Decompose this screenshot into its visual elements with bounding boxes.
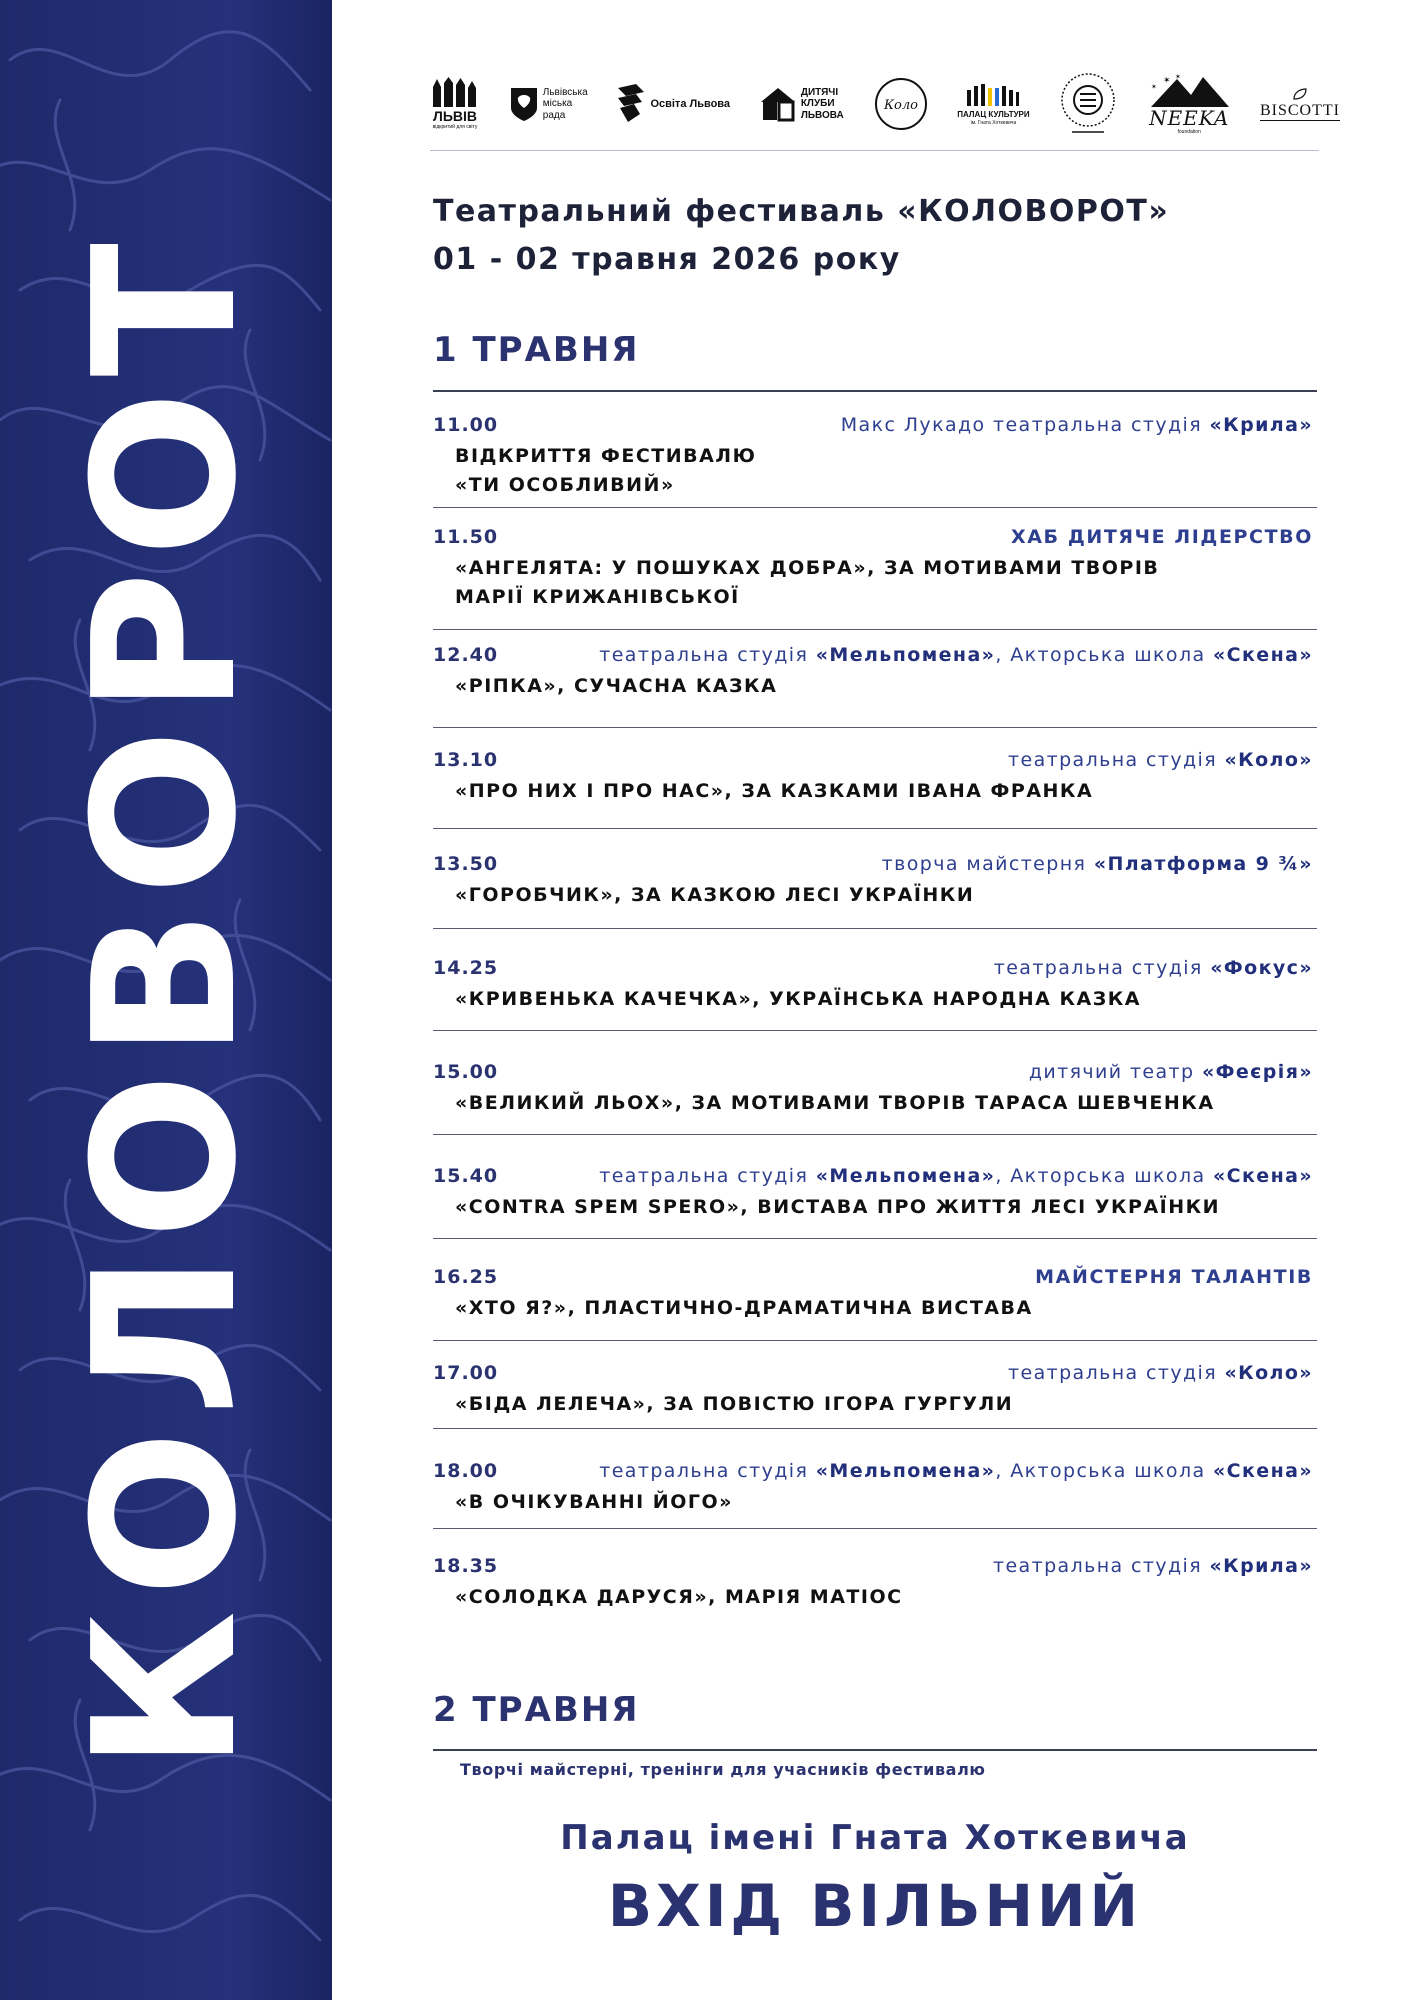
- schedule-item-header: [433, 414, 1313, 436]
- city-council-logo: [509, 86, 588, 122]
- logos-divider: [430, 150, 1319, 151]
- event-organizer: [599, 1460, 1313, 1482]
- event-title: [455, 881, 1313, 910]
- event-title-line: «РІПКА», СУЧАСНА КАЗКА: [455, 675, 778, 697]
- city-council-text: [543, 87, 588, 122]
- event-title: [455, 985, 1313, 1014]
- schedule-divider: [433, 828, 1317, 829]
- neeka-logo: [1147, 73, 1231, 136]
- schedule-item-header: [433, 1061, 1313, 1083]
- organizer-type: , Акторська школа: [995, 1460, 1213, 1482]
- organizer-name: «Феєрія»: [1201, 1061, 1313, 1083]
- svg-text:✶: ✶: [1163, 75, 1171, 86]
- ornament-logo: [1058, 70, 1118, 138]
- lion-shield-icon: [509, 86, 539, 122]
- organizer-type: театральна студія: [599, 644, 816, 666]
- palace-building-icon: [965, 82, 1021, 108]
- festival-title: Театральний фестиваль «КОЛОВОРОТ»: [433, 194, 1170, 229]
- svg-text:✶: ✶: [1175, 72, 1182, 81]
- event-title: [455, 1583, 1313, 1612]
- event-organizer: [993, 1555, 1313, 1577]
- book-icon: [616, 84, 646, 124]
- organizer-type: театральна студія: [993, 957, 1211, 979]
- organizer-name: «Платформа 9 ¾»: [1093, 853, 1313, 875]
- schedule-divider: [433, 507, 1317, 508]
- day1-rule: [433, 390, 1317, 392]
- event-title: [455, 672, 1313, 701]
- event-title-line: «СОЛОДКА ДАРУСЯ», МАРІЯ МАТІОС: [455, 1586, 903, 1608]
- event-title: [455, 1390, 1313, 1419]
- osvita-text: Освіта Львова: [650, 97, 731, 110]
- organizer-type: театральна студія: [993, 1555, 1210, 1577]
- event-title: [455, 442, 1313, 500]
- organizer-type: , Акторська школа: [995, 644, 1213, 666]
- event-title-line: «В ОЧІКУВАННІ ЙОГО»: [455, 1491, 733, 1513]
- event-time: 15.00: [433, 1061, 499, 1083]
- organizer-name: ХАБ ДИТЯЧЕ ЛІДЕРСТВО: [1010, 526, 1313, 548]
- council-line-1: Львівська: [542, 86, 588, 98]
- schedule-divider: [433, 1528, 1317, 1529]
- schedule-item-header: [433, 1555, 1313, 1577]
- organizer-name: «Коло»: [1224, 749, 1313, 771]
- event-title-line: «ГОРОБЧИК», ЗА КАЗКОЮ ЛЕСІ УКРАЇНКИ: [455, 884, 975, 906]
- organizer-type: , Акторська школа: [995, 1165, 1213, 1187]
- event-time: 13.50: [433, 853, 499, 875]
- palace-logo: [957, 82, 1029, 127]
- event-title: [455, 1294, 1313, 1323]
- neeka-text: NEEKA: [1149, 105, 1230, 130]
- mountains-icon: [1147, 73, 1231, 107]
- organizer-name: «Мельпомена»: [815, 1165, 996, 1187]
- kluby-line-1: ДИТЯЧІ: [800, 86, 839, 98]
- schedule-divider: [433, 1428, 1317, 1429]
- schedule-item-header: [433, 1266, 1313, 1288]
- event-organizer: [841, 414, 1313, 436]
- event-organizer: [599, 1165, 1313, 1187]
- event-title-line: «ПРО НИХ І ПРО НАС», ЗА КАЗКАМИ ІВАНА ФРАНКА: [455, 780, 1094, 802]
- event-time: 15.40: [433, 1165, 499, 1187]
- organizer-type: театральна студія: [599, 1460, 816, 1482]
- lviv-logo-text: ЛЬВІВ: [433, 108, 477, 125]
- organizer-name: «Фокус»: [1210, 957, 1313, 979]
- organizer-type: творча майстерня: [881, 853, 1094, 875]
- council-line-3: рада: [542, 109, 566, 121]
- event-time: 13.10: [433, 749, 499, 771]
- organizer-type: театральна студія: [599, 1165, 816, 1187]
- biscotti-logo: [1260, 87, 1340, 121]
- schedule-divider: [433, 727, 1317, 728]
- schedule-item: [433, 644, 1313, 701]
- schedule-item: [433, 853, 1313, 910]
- osvita-logo: [616, 84, 730, 124]
- event-title-line: «БІДА ЛЕЛЕЧА», ЗА ПОВІСТЮ ІГОРА ГУРГУЛИ: [455, 1393, 1014, 1415]
- organizer-name: «Мельпомена»: [815, 644, 996, 666]
- organizer-name: «Скена»: [1212, 644, 1313, 666]
- organizer-type: дитячий театр: [1028, 1061, 1202, 1083]
- schedule-divider: [433, 1238, 1317, 1239]
- schedule-item: [433, 414, 1313, 500]
- lviv-castle-icon: [430, 77, 480, 107]
- event-title-line: «ВЕЛИКИЙ ЛЬОХ», ЗА МОТИВАМИ ТВОРІВ ТАРАСА ШЕВЧЕНКА: [455, 1092, 1215, 1114]
- schedule-item: [433, 749, 1313, 806]
- organizer-name: «Крила»: [1209, 1555, 1313, 1577]
- organizer-name: «Крила»: [1209, 414, 1313, 436]
- event-time: 18.35: [433, 1555, 499, 1577]
- schedule-item-header: [433, 1460, 1313, 1482]
- palace-line-1: ПАЛАЦ КУЛЬТУРИ: [957, 109, 1030, 119]
- schedule-item: [433, 957, 1313, 1014]
- kolo-circle-icon: [873, 76, 929, 132]
- event-organizer: [599, 644, 1313, 666]
- council-line-2: міська: [542, 98, 573, 110]
- festival-heading: [433, 188, 1169, 284]
- schedule-divider: [433, 1340, 1317, 1341]
- palace-line-2: ім. Гната Хоткевича: [970, 119, 1017, 126]
- event-organizer: [1008, 1362, 1313, 1384]
- day2-note: Творчі майстерні, тренінги для учасників фестивалю: [460, 1760, 986, 1779]
- organizer-name: «Скена»: [1212, 1165, 1313, 1187]
- event-title-line: ВІДКРИТТЯ ФЕСТИВАЛЮ: [455, 445, 757, 467]
- schedule-item: [433, 1266, 1313, 1323]
- festival-dates: 01 - 02 травня 2026 року: [433, 242, 901, 277]
- biscotti-text: BISCOTTI: [1260, 102, 1340, 121]
- schedule-item-header: [433, 526, 1313, 548]
- event-title-line: «ТИ ОСОБЛИВИЙ»: [455, 474, 675, 496]
- lviv-logo-subtext: відкритий для світу: [432, 124, 478, 131]
- organizer-type: театральна студія: [1008, 1362, 1225, 1384]
- schedule-item: [433, 1061, 1313, 1118]
- kolo-logo-text: Коло: [883, 98, 918, 113]
- event-organizer: [1011, 526, 1313, 548]
- event-organizer: [1029, 1061, 1313, 1083]
- day1-title: 1 ТРАВНЯ: [433, 330, 640, 370]
- house-icon: [759, 86, 797, 122]
- kluby-line-2: КЛУБИ: [800, 98, 835, 110]
- event-time: 16.25: [433, 1266, 499, 1288]
- schedule-item-header: [433, 957, 1313, 979]
- sidebar-band: [0, 0, 332, 2000]
- schedule-divider: [433, 629, 1317, 630]
- kluby-line-3: ЛЬВОВА: [800, 109, 844, 121]
- schedule-item-header: [433, 853, 1313, 875]
- event-title-line: «CONTRA SPEM SPERO», ВИСТАВА ПРО ЖИТТЯ ЛЕСІ УКРАЇНКИ: [455, 1196, 1221, 1218]
- schedule-item-header: [433, 749, 1313, 771]
- event-time: 11.50: [433, 526, 499, 548]
- venue-name: Палац імені Гната Хоткевича: [560, 1818, 1190, 1858]
- event-time: 17.00: [433, 1362, 499, 1384]
- day2-rule: [433, 1749, 1317, 1751]
- vertical-festival-title: КОЛОВОРОТ: [52, 228, 280, 1772]
- schedule-item: [433, 1460, 1313, 1517]
- event-organizer: [1008, 749, 1313, 771]
- event-title: [455, 554, 1313, 612]
- partner-logos: [430, 58, 1340, 150]
- schedule-item: [433, 526, 1313, 612]
- event-organizer: [994, 957, 1313, 979]
- organizer-name: «Мельпомена»: [815, 1460, 996, 1482]
- leaf-icon: [1292, 87, 1308, 101]
- organizer-type: Макс Лукадо театральна студія: [840, 414, 1210, 436]
- event-title-line: «АНГЕЛЯТА: У ПОШУКАХ ДОБРА», ЗА МОТИВАМИ ТВОРІВ: [455, 557, 1160, 579]
- lviv-logo: [430, 77, 480, 131]
- event-title: [455, 1488, 1313, 1517]
- event-time: 14.25: [433, 957, 499, 979]
- event-organizer: [882, 853, 1313, 875]
- schedule-item: [433, 1555, 1313, 1612]
- kolo-logo: [873, 76, 929, 132]
- schedule-item: [433, 1362, 1313, 1419]
- organizer-name: МАЙСТЕРНЯ ТАЛАНТІВ: [1035, 1266, 1313, 1288]
- schedule-divider: [433, 1134, 1317, 1135]
- kids-clubs-text: [801, 87, 844, 122]
- schedule-divider: [433, 1030, 1317, 1031]
- organizer-type: театральна студія: [1008, 749, 1225, 771]
- event-title-line: «КРИВЕНЬКА КАЧЕЧКА», УКРАЇНСЬКА НАРОДНА КАЗКА: [455, 988, 1141, 1010]
- event-title: [455, 1089, 1313, 1118]
- svg-text:✶: ✶: [1151, 82, 1158, 91]
- schedule-item-header: [433, 1362, 1313, 1384]
- schedule-item-header: [433, 1165, 1313, 1187]
- day2-title: 2 ТРАВНЯ: [433, 1690, 640, 1730]
- schedule-divider: [433, 928, 1317, 929]
- kids-clubs-logo: [759, 86, 844, 122]
- event-organizer: [1035, 1266, 1313, 1288]
- schedule-item-header: [433, 644, 1313, 666]
- organizer-name: «Коло»: [1224, 1362, 1313, 1384]
- event-time: 11.00: [433, 414, 499, 436]
- event-title-line: «ХТО Я?», ПЛАСТИЧНО-ДРАМАТИЧНА ВИСТАВА: [455, 1297, 1033, 1319]
- event-title: [455, 1193, 1313, 1222]
- event-time: 12.40: [433, 644, 499, 666]
- free-entry: ВХІД ВІЛЬНИЙ: [607, 1872, 1143, 1940]
- event-title: [455, 777, 1313, 806]
- organizer-name: «Скена»: [1212, 1460, 1313, 1482]
- event-title-line: МАРІЇ КРИЖАНІВСЬКОЇ: [455, 586, 740, 608]
- event-time: 18.00: [433, 1460, 499, 1482]
- ornament-circle-icon: [1058, 70, 1118, 138]
- schedule-item: [433, 1165, 1313, 1222]
- neeka-subtext: foundation: [1177, 128, 1201, 135]
